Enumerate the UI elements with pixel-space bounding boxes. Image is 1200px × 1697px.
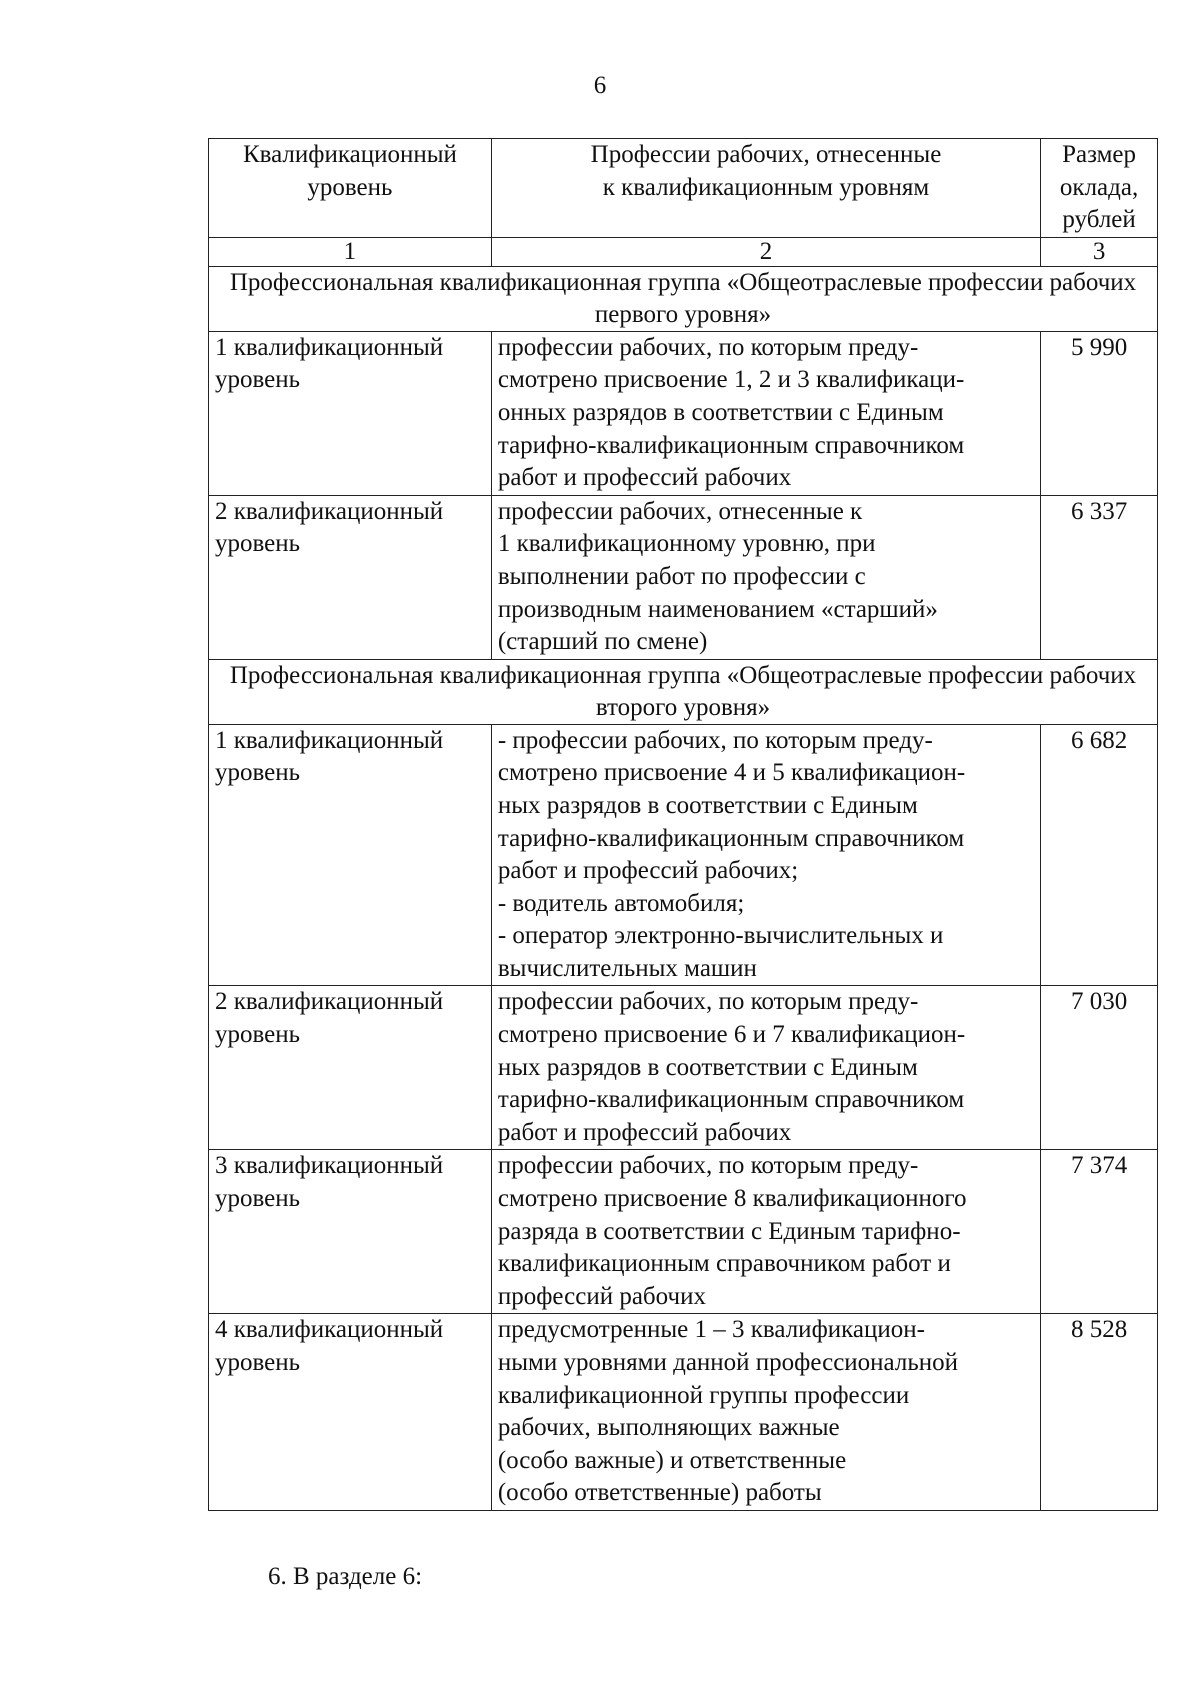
header-salary: Размер оклада, рублей (1041, 139, 1158, 238)
salary-cell: 7 030 (1041, 986, 1158, 1150)
header-qualification-level: Квалификационный уровень (209, 139, 492, 238)
description-cell: профессии рабочих, по которым преду- смотрено присвоение 1, 2 и 3 квалификаци- онных разрядов в соответствии с Единым тарифно-квалификационным справочником работ и профессий рабочих (491, 331, 1040, 495)
salary-cell: 5 990 (1041, 331, 1158, 495)
group-header-row (209, 659, 1158, 724)
column-number-row (209, 237, 1158, 266)
description-cell: профессии рабочих, по которым преду- смотрено присвоение 6 и 7 квалификацион- ных разрядов в соответствии с Единым тарифно-квалификационным справочником работ и профессий рабочих (491, 986, 1040, 1150)
table-row (209, 331, 1158, 495)
group-title: Профессиональная квалификационная группа «Общеотраслевые профессии рабочих первого уровня» (209, 266, 1158, 331)
group-header-row (209, 266, 1158, 331)
table-row (209, 724, 1158, 986)
column-number: 2 (491, 237, 1040, 266)
level-cell: 3 квалификационный уровень (209, 1150, 492, 1314)
level-cell: 1 квалификационный уровень (209, 331, 492, 495)
section-instruction: 6. В разделе 6: (268, 1563, 423, 1590)
salary-cell: 8 528 (1041, 1314, 1158, 1511)
salary-cell: 7 374 (1041, 1150, 1158, 1314)
column-number: 1 (209, 237, 492, 266)
salary-table (208, 138, 1158, 1511)
column-number: 3 (1041, 237, 1158, 266)
description-cell: профессии рабочих, отнесенные к 1 квалификационному уровню, при выполнении работ по профессии с производным наименованием «старший» (старший по смене) (491, 495, 1040, 659)
description-cell: предусмотренные 1 – 3 квалификацион- ными уровнями данной профессиональной квалификационной группы профессии рабочих, выполняющих важные (особо важные) и ответственные (особо ответственные) работы (491, 1314, 1040, 1511)
table-row (209, 986, 1158, 1150)
level-cell: 2 квалификационный уровень (209, 495, 492, 659)
salary-cell: 6 337 (1041, 495, 1158, 659)
level-cell: 4 квалификационный уровень (209, 1314, 492, 1511)
description-cell: - профессии рабочих, по которым преду- смотрено присвоение 4 и 5 квалификацион- ных разрядов в соответствии с Единым тарифно-квалификационным справочником работ и профессий рабочих; - водитель автомобиля; - оператор электронно-вычислительных и вычислительных машин (491, 724, 1040, 986)
page-number: 6 (593, 72, 607, 99)
group-title: Профессиональная квалификационная группа «Общеотраслевые профессии рабочих второго уровня» (209, 659, 1158, 724)
salary-cell: 6 682 (1041, 724, 1158, 986)
level-cell: 1 квалификационный уровень (209, 724, 492, 986)
level-cell: 2 квалификационный уровень (209, 986, 492, 1150)
header-professions: Профессии рабочих, отнесенные к квалификационным уровням (491, 139, 1040, 238)
description-cell: профессии рабочих, по которым преду- смотрено присвоение 8 квалификационного разряда в соответствии с Единым тарифно- квалификационным справочником работ и профессий рабочих (491, 1150, 1040, 1314)
table-header-row (209, 139, 1158, 238)
table-row (209, 1314, 1158, 1511)
table-row (209, 495, 1158, 659)
table-row (209, 1150, 1158, 1314)
